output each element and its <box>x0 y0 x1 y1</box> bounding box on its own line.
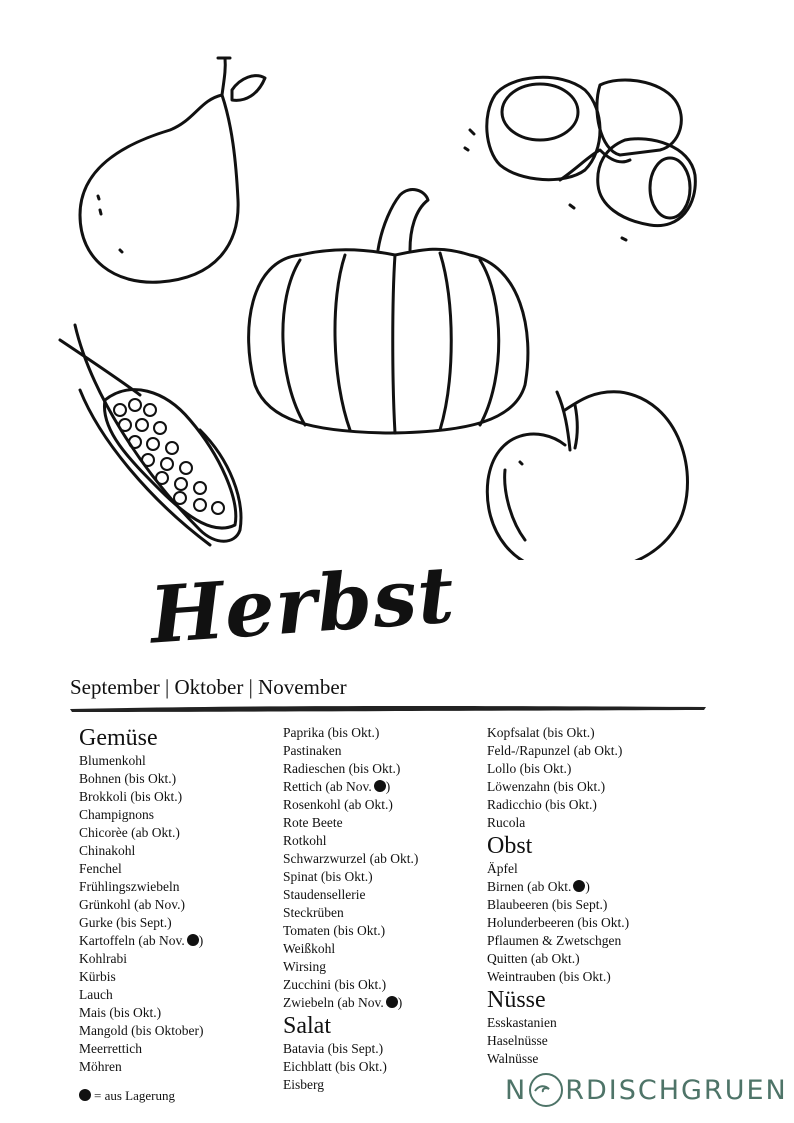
list-item <box>487 950 707 968</box>
item-text: Lollo (bis Okt.) <box>487 761 572 776</box>
list-item <box>283 958 483 976</box>
apple-icon <box>487 392 687 560</box>
item-text: Rotkohl <box>283 833 327 848</box>
corn-icon <box>60 325 241 545</box>
column-vegetables-2 <box>283 724 483 1094</box>
item-text: Frühlingszwiebeln <box>79 879 180 894</box>
list-salad-2 <box>487 724 707 832</box>
list-item <box>79 950 274 968</box>
list-item <box>79 1058 274 1076</box>
item-text: Chinakohl <box>79 843 136 858</box>
heading-salat: Salat <box>283 1013 331 1039</box>
item-text: Äpfel <box>487 861 518 876</box>
item-text: Champignons <box>79 807 155 822</box>
item-text: Brokkoli (bis Okt.) <box>79 789 183 804</box>
closing-paren: ) <box>385 779 391 794</box>
item-text: Löwenzahn (bis Okt.) <box>487 779 606 794</box>
list-item <box>487 760 707 778</box>
item-text: Kohlrabi <box>79 951 127 966</box>
list-item <box>79 878 274 896</box>
list-item <box>283 868 483 886</box>
item-text: Blumenkohl <box>79 753 146 768</box>
storage-dot-icon <box>79 1089 91 1101</box>
item-text: Möhren <box>79 1059 122 1074</box>
heading-gemuese: Gemüse <box>79 725 158 751</box>
list-item <box>283 724 483 742</box>
item-text: Walnüsse <box>487 1051 539 1066</box>
closing-paren: ) <box>585 879 590 894</box>
item-text: Batavia (bis Sept.) <box>283 1041 384 1056</box>
list-item <box>79 932 274 950</box>
list-item <box>283 1058 483 1076</box>
item-text: Radieschen (bis Okt.) <box>283 761 401 776</box>
item-text: Tomaten (bis Okt.) <box>283 923 386 938</box>
item-text: Eisberg <box>283 1077 324 1092</box>
brand-logo <box>505 1070 788 1110</box>
item-text: Pflaumen & Zwetschgen <box>487 933 622 948</box>
list-item <box>79 806 274 824</box>
list-item <box>79 968 274 986</box>
list-item <box>283 904 483 922</box>
list-item <box>283 1076 483 1094</box>
list-item <box>487 896 707 914</box>
storage-dot-icon <box>573 880 585 892</box>
item-text: Chicorèe (ab Okt.) <box>79 825 180 840</box>
list-item <box>79 986 274 1004</box>
list-item <box>79 824 274 842</box>
list-item <box>283 976 483 994</box>
autumn-illustrations <box>0 0 794 560</box>
list-nuts <box>487 1014 707 1068</box>
list-item <box>283 994 483 1012</box>
pumpkin-icon <box>249 190 528 433</box>
list-item <box>283 796 483 814</box>
storage-dot-icon <box>386 996 398 1008</box>
item-text: Steckrüben <box>283 905 344 920</box>
hazelnut-icon <box>465 77 695 240</box>
item-text: Weintrauben (bis Okt.) <box>487 969 611 984</box>
item-text: Meerrettich <box>79 1041 142 1056</box>
item-text: Eichblatt (bis Okt.) <box>283 1059 387 1074</box>
legend <box>79 1088 175 1104</box>
list-item <box>487 796 707 814</box>
list-item <box>487 968 707 986</box>
item-text: Rucola <box>487 815 526 830</box>
item-text: Mais (bis Okt.) <box>79 1005 162 1020</box>
page-title: Herbst <box>147 549 458 662</box>
item-text: Kartoffeln (ab Nov. <box>79 933 185 948</box>
list-item <box>487 814 707 832</box>
list-item <box>487 932 707 950</box>
item-text: Quitten (ab Okt.) <box>487 951 580 966</box>
item-text: Weißkohl <box>283 941 336 956</box>
item-text: Lauch <box>79 987 113 1002</box>
item-text: Holunderbeeren (bis Okt.) <box>487 915 630 930</box>
heading-nuesse: Nüsse <box>487 987 546 1013</box>
item-text: Pastinaken <box>283 743 342 758</box>
item-text: Paprika (bis Okt.) <box>283 725 380 740</box>
wave-logo-icon <box>529 1073 563 1107</box>
list-item <box>79 770 274 788</box>
item-text: Wirsing <box>283 959 326 974</box>
list-vegetables <box>79 752 274 1076</box>
brand-text-start: N <box>505 1074 528 1106</box>
list-item <box>283 940 483 958</box>
list-item <box>79 1040 274 1058</box>
list-item <box>487 914 707 932</box>
list-fruit <box>487 860 707 986</box>
item-text: Gurke (bis Sept.) <box>79 915 172 930</box>
list-item <box>283 886 483 904</box>
closing-paren: ) <box>198 933 204 948</box>
list-item <box>487 1014 707 1032</box>
item-text: Zwiebeln (ab Nov. <box>283 995 384 1010</box>
item-text: Mangold (bis Oktober) <box>79 1023 204 1038</box>
item-text: Zucchini (bis Okt.) <box>283 977 387 992</box>
brush-divider <box>68 700 708 716</box>
list-item <box>79 860 274 878</box>
item-text: Feld-/Rapunzel (ab Okt.) <box>487 743 623 758</box>
heading-obst: Obst <box>487 833 533 859</box>
list-item <box>283 778 483 796</box>
list-item <box>283 1040 483 1058</box>
item-text: Kopfsalat (bis Okt.) <box>487 725 595 740</box>
column-salad-fruit-nuts <box>487 724 707 1068</box>
item-text: Radicchio (bis Okt.) <box>487 797 597 812</box>
item-text: Birnen (ab Okt. <box>487 879 572 894</box>
item-text: Spinat (bis Okt.) <box>283 869 373 884</box>
item-text: Rote Beete <box>283 815 343 830</box>
storage-dot-icon <box>374 780 386 792</box>
item-text: Blaubeeren (bis Sept.) <box>487 897 608 912</box>
list-item <box>487 878 707 896</box>
item-text: Esskastanien <box>487 1015 557 1030</box>
pear-icon <box>80 58 265 282</box>
list-item <box>283 742 483 760</box>
list-item <box>283 850 483 868</box>
list-item <box>79 914 274 932</box>
list-item <box>487 742 707 760</box>
list-vegetables-2 <box>283 724 483 1012</box>
storage-dot-icon <box>187 934 199 946</box>
list-item <box>283 832 483 850</box>
months-subtitle: September | Oktober | November <box>70 675 347 699</box>
list-item <box>283 760 483 778</box>
list-salad <box>283 1040 483 1094</box>
item-text: Bohnen (bis Okt.) <box>79 771 177 786</box>
list-item <box>487 778 707 796</box>
list-item <box>79 752 274 770</box>
list-item <box>79 1022 274 1040</box>
item-text: Haselnüsse <box>487 1033 548 1048</box>
brand-text-end: RDISCHGRUEN <box>565 1074 788 1106</box>
list-item <box>487 724 707 742</box>
item-text: Rettich (ab Nov. <box>283 779 372 794</box>
list-item <box>487 1032 707 1050</box>
column-vegetables <box>79 724 274 1076</box>
closing-paren: ) <box>397 995 403 1010</box>
list-item <box>487 860 707 878</box>
list-item <box>79 1004 274 1022</box>
list-item <box>283 814 483 832</box>
item-text: Kürbis <box>79 969 116 984</box>
list-item <box>487 1050 707 1068</box>
item-text: Fenchel <box>79 861 122 876</box>
list-item <box>79 896 274 914</box>
list-item <box>79 788 274 806</box>
item-text: Schwarzwurzel (ab Okt.) <box>283 851 419 866</box>
list-item <box>79 842 274 860</box>
item-text: Staudensellerie <box>283 887 366 902</box>
legend-text: = aus Lagerung <box>94 1088 175 1103</box>
list-item <box>283 922 483 940</box>
item-text: Grünkohl (ab Nov.) <box>79 897 185 912</box>
item-text: Rosenkohl (ab Okt.) <box>283 797 393 812</box>
